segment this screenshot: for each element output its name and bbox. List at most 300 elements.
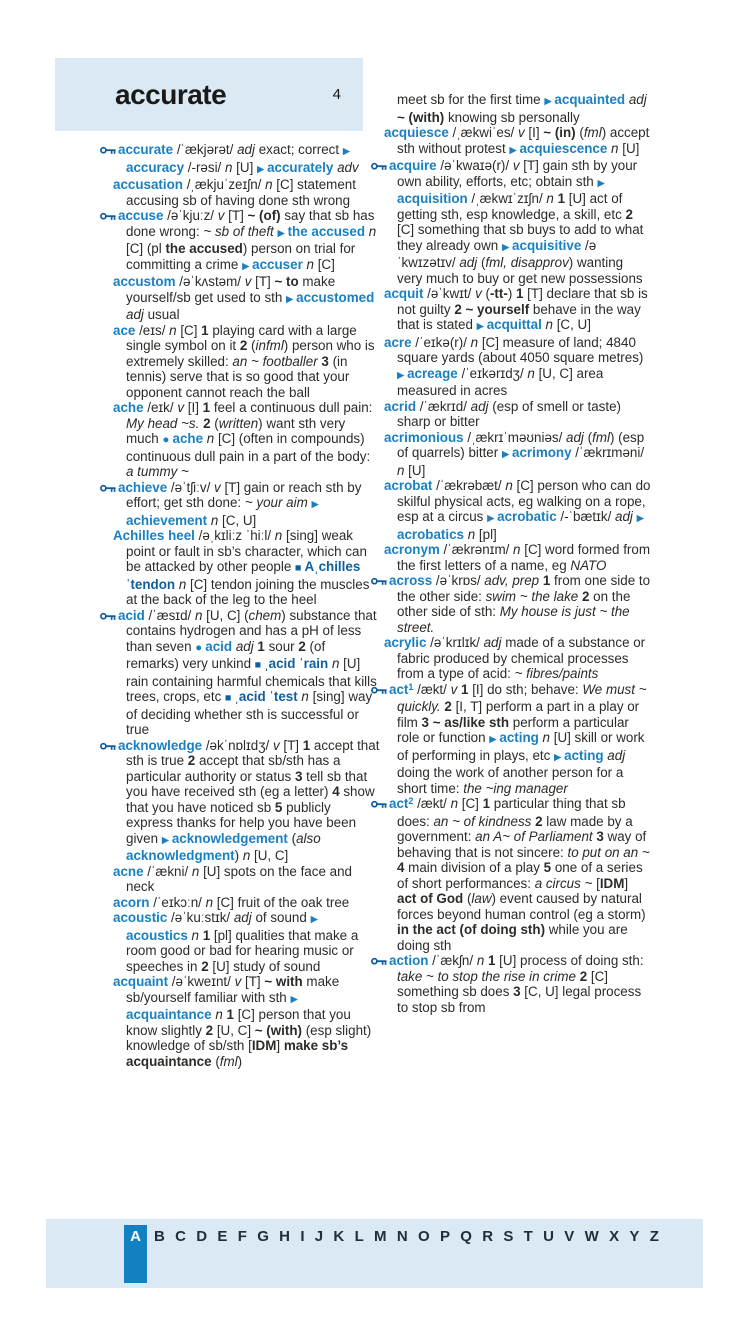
entry-ache <box>113 400 380 480</box>
text: one of a series of short performances: <box>397 860 643 891</box>
text: ( <box>463 891 472 906</box>
text: [C] fruit of the oak tree <box>213 894 350 910</box>
headword: acronym <box>384 542 440 557</box>
italic-text: n <box>194 607 203 623</box>
bold-text: act of God <box>397 891 464 906</box>
index-letter-N[interactable]: N <box>396 1228 408 1245</box>
index-letter-F[interactable]: F <box>237 1228 247 1245</box>
text: [C] measure of land; 4840 square yards (about 4050 square metres) <box>397 334 644 365</box>
index-letter-K[interactable]: K <box>333 1228 345 1245</box>
italic-text: adj <box>483 635 502 650</box>
entry-action <box>384 953 651 1015</box>
italic-text: n <box>513 542 521 557</box>
headword: acrimony <box>512 445 572 460</box>
bold-text: 1 <box>302 737 311 753</box>
key-symbol-icon <box>384 796 387 812</box>
headword: the accused <box>287 223 365 239</box>
entry-acrimonious <box>384 430 651 479</box>
bold-text: 3 <box>321 353 329 369</box>
bold-text: 4 <box>332 784 340 799</box>
headword: act <box>389 796 409 811</box>
text: [pl] <box>475 526 497 542</box>
text: [U] <box>404 462 426 478</box>
italic-text: n <box>210 512 219 528</box>
text: main division of a play <box>404 860 544 875</box>
entry-acquaint-continuation <box>384 92 651 125</box>
entry-accustom <box>113 274 380 323</box>
entry-acknowledge <box>113 738 380 864</box>
italic-text: n <box>470 334 479 350</box>
derivative-arrow-icon: ▶ <box>286 293 297 305</box>
text: /əˌkɪliːz ˈhiːl/ <box>194 528 275 543</box>
text: [C] (pl <box>126 241 166 256</box>
text: playing card with a large single symbol on it <box>126 322 357 353</box>
compound-square-icon: ■ <box>224 692 235 704</box>
text: [C] <box>458 796 483 811</box>
text: [U] process of doing sth: <box>495 953 644 968</box>
text: ) accept sth without protest <box>397 125 650 156</box>
text: tell sb that you have received sth (eg a letter) <box>126 768 368 799</box>
text: /ˈækni/ <box>143 863 192 879</box>
italic-text: My house is just ~ the street. <box>397 604 630 635</box>
italic-text: We must ~ quickly. <box>397 681 647 714</box>
italic-text: an A~ of Parliament <box>475 829 593 844</box>
italic-text: n <box>265 177 273 192</box>
text: /ækt/ <box>413 681 451 697</box>
italic-text: v <box>214 479 221 495</box>
headword: acreage <box>407 365 458 381</box>
italic-text: v <box>177 400 185 415</box>
text: [C] statement accusing sb of having done sth wrong <box>126 177 356 208</box>
column-right <box>384 92 651 1015</box>
italic-text: a circus ~ <box>534 875 593 891</box>
headword: acrid <box>384 398 417 414</box>
italic-text: adj <box>470 398 489 414</box>
bold-text: IDM <box>251 1038 277 1053</box>
italic-text: fml <box>219 1053 238 1069</box>
italic-text: v <box>234 974 242 989</box>
text: /-rəsi/ <box>184 159 225 175</box>
entry-acronym <box>384 542 651 573</box>
headword: accurate <box>118 142 174 157</box>
text: /ˈækʃn/ <box>428 953 477 968</box>
index-letter-I[interactable]: I <box>300 1228 305 1245</box>
page-number: 4 <box>332 86 341 103</box>
italic-text: v <box>217 208 225 223</box>
text: [C, U] <box>218 512 257 528</box>
bold-text: 1 <box>542 573 551 588</box>
text: [T] <box>241 974 265 989</box>
key-symbol-icon <box>113 208 116 224</box>
index-letter-X[interactable]: X <box>609 1228 620 1245</box>
key-symbol-icon <box>113 142 116 158</box>
headword: across <box>389 573 433 588</box>
text: feel a continuous dull pain: <box>210 400 373 415</box>
text: ) want sth very much <box>126 415 346 446</box>
text: way of behaving that is not sincere: <box>397 829 647 860</box>
bold-text: 3 <box>294 768 303 784</box>
entry-act-2 <box>384 796 651 953</box>
index-letter-B[interactable]: B <box>154 1228 165 1245</box>
text: /əkˈnɒlɪdʒ/ <box>202 737 273 753</box>
text: [U] act of getting sth, esp knowledge, a skill, etc <box>397 191 626 222</box>
entry-acquaint <box>113 974 380 1069</box>
text: /əˈkwɪzətɪv/ <box>397 237 597 270</box>
italic-text: fml, disapprov <box>485 255 569 270</box>
text: /ˌækwɪˈzɪʃn/ <box>467 191 547 206</box>
bold-text: 4 <box>397 860 405 875</box>
italic-text: an ~ of kindness <box>433 813 532 829</box>
text: ( <box>583 429 593 445</box>
text: accept that sth is true <box>126 737 380 768</box>
bold-text: 1 <box>202 400 211 415</box>
text: knowing sb personally <box>444 109 580 125</box>
headword: acquiescence <box>519 140 608 156</box>
entry-acid <box>113 608 380 738</box>
bold-text: 2 <box>203 415 211 431</box>
derivative-arrow-icon: ▶ <box>311 499 319 510</box>
headword: acquittal <box>486 317 542 332</box>
italic-text: ~ your aim <box>244 495 308 510</box>
bold-text: 2 <box>187 753 196 768</box>
index-letter-P[interactable]: P <box>439 1228 450 1245</box>
headword: accurately <box>267 159 334 175</box>
italic-text: chem <box>248 607 282 623</box>
bold-text: 2 <box>201 958 209 974</box>
index-letter-U[interactable]: U <box>543 1228 554 1245</box>
text: (esp slight) knowledge of sb/sth [ <box>126 1022 372 1053</box>
headword: acquaintance <box>126 1007 212 1022</box>
entry-achieve <box>113 480 380 529</box>
italic-text: n <box>274 528 283 543</box>
headword: acrobat <box>384 478 433 493</box>
bold-text: the accused <box>165 241 243 256</box>
bold-text: ~ (in) <box>543 125 576 140</box>
text: [T] <box>224 208 248 223</box>
headword: acid <box>205 638 233 654</box>
text: exact; correct <box>254 142 343 157</box>
headword: acrobatic <box>497 509 557 524</box>
bold-text: 2 <box>579 968 588 984</box>
italic-text: n <box>527 365 535 381</box>
bold-text: ~ (of) <box>247 208 281 223</box>
text: usual <box>143 307 180 322</box>
italic-text: v <box>517 125 525 140</box>
text: /ˌækjuˈzeɪʃn/ <box>182 177 266 192</box>
italic-text: adj <box>235 638 254 654</box>
italic-text: n <box>169 322 177 338</box>
bold-text: 1 <box>516 286 524 301</box>
bold-text: 5 <box>543 860 552 875</box>
text: behave in the way that is stated <box>397 301 641 332</box>
entry-acquiesce <box>384 125 651 158</box>
text: perform a particular role or function <box>397 714 629 745</box>
entry-across <box>384 573 651 635</box>
text: [T] <box>251 274 275 289</box>
text: /ˈeɪkɔːn/ <box>149 894 206 910</box>
text: /ˈækrɪd/ <box>416 398 471 414</box>
text: ) person who is extremely skilled: <box>126 338 375 369</box>
text: law made by a government: <box>397 813 633 844</box>
italic-text: to put on an ~ <box>567 844 650 860</box>
italic-text: n <box>191 927 199 943</box>
headword: acknowledge <box>118 737 203 753</box>
headword: ache <box>172 431 204 446</box>
headword: acquire <box>389 158 437 173</box>
headword: acoustic <box>113 910 168 925</box>
headword: acre <box>384 334 412 350</box>
bold-text: 5 <box>274 799 283 815</box>
text: ) substance that contains hydrogen and has a pH of less than seven <box>126 607 377 654</box>
italic-text: swim ~ the lake <box>485 588 579 604</box>
text: ) (esp of quarrels) bitter <box>397 429 645 460</box>
bold-text: ~ (with) <box>397 109 445 125</box>
text: (in tennis) serve that is so good that your opponent cannot reach the ball <box>126 353 350 400</box>
index-letter-T[interactable]: T <box>523 1228 533 1245</box>
italic-text: adj <box>607 747 626 763</box>
italic-text: n <box>331 656 340 671</box>
text: made of a substance or fabric produced by chemical processes from a type of acid: <box>397 635 646 681</box>
italic-text: n <box>301 689 309 704</box>
text: ( <box>287 830 297 846</box>
derivative-arrow-icon: ▶ <box>290 993 298 1005</box>
italic-text: n <box>542 730 550 745</box>
text: [U] skill or work of performing in plays, etc <box>397 730 645 763</box>
text: [pl] qualities that make a room good or bad for hearing music or speeches in <box>126 927 359 974</box>
entry-accusation <box>113 177 380 208</box>
compound-headword: ˌacid ˈtest <box>234 689 298 704</box>
text: /ˈæsɪd/ <box>144 607 195 623</box>
text: /ˈeɪkə(r)/ <box>411 334 471 350</box>
index-letter-L[interactable]: L <box>354 1228 364 1245</box>
text: [U, C] <box>213 1022 255 1038</box>
headword: acid <box>118 607 145 623</box>
text: make sb/yourself familiar with sth <box>126 974 340 1005</box>
italic-text: n <box>306 256 314 272</box>
italic-text: My head ~s. <box>126 415 200 431</box>
text: /əˈkwaɪə(r)/ <box>436 158 513 173</box>
italic-text: v <box>272 737 280 753</box>
headword: accustom <box>113 274 176 289</box>
entry-acre <box>384 335 651 399</box>
entry-act-1 <box>384 682 651 797</box>
guide-word: accurate <box>115 78 227 110</box>
index-letter-J[interactable]: J <box>314 1228 324 1245</box>
text: [I] <box>184 400 203 415</box>
homonym-number: 1 <box>408 681 414 692</box>
index-letter-R[interactable]: R <box>482 1228 494 1245</box>
italic-text: v <box>450 681 458 697</box>
column-left <box>113 142 380 1069</box>
italic-text: ~ fibres/paints <box>514 666 599 681</box>
entry-acne <box>113 864 380 895</box>
text: [C] something sb does <box>397 968 609 999</box>
text: /ˌækwiˈes/ <box>448 125 518 140</box>
derivative-arrow-icon: ▶ <box>501 449 513 460</box>
text: ) event caused by natural forces beyond human control (eg a storm) <box>397 891 646 922</box>
text: /ˌækrɪˈməʊniəs/ <box>463 429 567 445</box>
index-letter-D[interactable]: D <box>196 1228 208 1245</box>
headword: achievement <box>126 512 208 528</box>
entry-acrid <box>384 399 651 430</box>
headword: acrylic <box>384 635 427 650</box>
text: accept that sb/sth has a particular authority or status <box>126 753 341 784</box>
headword: acting <box>499 730 539 745</box>
entry-achilles-heel <box>113 528 380 608</box>
index-letter-E[interactable]: E <box>217 1228 228 1245</box>
derivative-arrow-icon: ▶ <box>257 163 268 175</box>
text: ) <box>507 286 516 301</box>
compound-headword: ˌacid ˈrain <box>264 656 329 671</box>
derivative-arrow-icon: ▶ <box>397 369 408 381</box>
derivative-arrow-icon: ▶ <box>636 513 645 524</box>
text: ) person on trial for committing a crime <box>126 241 356 272</box>
text: ) wanting very much to buy or get new possessions <box>397 255 643 286</box>
entry-acquire <box>384 158 651 286</box>
index-letter-O[interactable]: O <box>417 1228 430 1245</box>
text: /əˈkjuːz/ <box>163 208 218 223</box>
index-letter-Y[interactable]: Y <box>629 1228 640 1245</box>
italic-text: n <box>242 848 251 863</box>
headword: acoustics <box>126 927 188 943</box>
entry-accurate <box>113 142 380 177</box>
text: /ˈækjərət/ <box>173 142 238 157</box>
text: [C] <box>176 322 202 338</box>
italic-text: n <box>225 159 233 175</box>
italic-text: n <box>397 462 405 478</box>
text: [T] declare that sb is not guilty <box>397 286 648 317</box>
italic-text: n <box>206 431 215 446</box>
entry-ace <box>113 323 380 401</box>
text: (of remarks) very unkind <box>126 638 326 671</box>
text: [T] gain or reach sth by effort; get sth done: <box>126 479 362 510</box>
text: /ækt/ <box>413 796 451 811</box>
italic-text: fml <box>583 125 602 140</box>
text: from one side to the other side: <box>397 573 651 604</box>
text: ) <box>237 1053 243 1069</box>
italic-text: v <box>244 274 252 289</box>
headword: ache <box>113 400 144 415</box>
text: ( <box>481 286 490 301</box>
bold-text: 3 <box>513 984 521 999</box>
italic-text: n <box>191 863 200 879</box>
index-letter-A-current[interactable]: A <box>124 1225 147 1283</box>
index-letter-M[interactable]: M <box>374 1228 387 1245</box>
compound-square-icon: ■ <box>254 659 265 671</box>
entry-acrobat <box>384 478 651 542</box>
italic-text: written <box>218 415 259 431</box>
italic-text: n <box>467 526 476 542</box>
key-symbol-icon <box>113 480 116 496</box>
italic-text: n <box>205 894 214 910</box>
text: ( <box>210 415 219 431</box>
italic-text: n <box>215 1007 223 1022</box>
index-letter-W[interactable]: W <box>584 1228 599 1245</box>
text: [sing] way of deciding whether sth is successful or true <box>126 689 373 737</box>
text: say that sb has done wrong: <box>126 208 375 239</box>
italic-text: a tummy ~ <box>126 464 189 479</box>
index-letter-H[interactable]: H <box>279 1228 291 1245</box>
compound-headword: Aˌchilles ˈtendon <box>126 559 361 592</box>
headword: acquisitive <box>512 237 582 253</box>
key-symbol-icon <box>113 608 116 624</box>
bold-text: 1 <box>226 1007 234 1022</box>
italic-text: n <box>545 317 553 332</box>
headword: ace <box>113 322 136 338</box>
italic-text: adj <box>566 429 584 445</box>
bold-text: 1 <box>202 927 211 943</box>
italic-text: fml <box>592 429 610 445</box>
index-letter-Q[interactable]: Q <box>460 1228 472 1245</box>
headword: accusation <box>113 177 183 192</box>
text: /əˈkʌstəm/ <box>175 274 245 289</box>
text: ] <box>624 875 629 891</box>
italic-text: take ~ to stop the rise in crime <box>397 968 576 984</box>
text: /əˈkrɪlɪk/ <box>426 635 484 650</box>
headword: acquit <box>384 286 424 301</box>
bold-text: 3 <box>421 714 429 730</box>
text: particular thing that sb does: <box>397 796 626 829</box>
sense-bullet-icon: ● <box>195 641 206 654</box>
index-letter-C[interactable]: C <box>175 1228 186 1245</box>
text: [T] gain sth by your own ability, efforts, etc; obtain sth <box>397 158 638 189</box>
text: /eɪs/ <box>135 322 170 338</box>
index-letter-S[interactable]: S <box>503 1228 514 1245</box>
text: /ˈækrəbæt/ <box>432 478 506 493</box>
text: [U, C] <box>250 848 289 863</box>
italic-text: n <box>546 191 554 206</box>
text: [C] (often in compounds) continuous dull pain in a part of the body: <box>126 431 371 464</box>
derivative-arrow-icon: ▶ <box>161 834 172 846</box>
derivative-arrow-icon: ▶ <box>509 144 520 156</box>
text: meet sb for the first time <box>397 92 545 107</box>
text: on the other side of sth: <box>397 588 631 619</box>
bold-text: ~ as/like sth <box>432 714 510 730</box>
index-letter-Z[interactable]: Z <box>649 1228 659 1245</box>
derivative-arrow-icon: ▶ <box>310 914 318 925</box>
index-letter-G[interactable]: G <box>257 1228 269 1245</box>
text: [C, U] <box>552 317 591 332</box>
running-head <box>55 58 363 131</box>
headword: Achilles heel <box>113 528 195 543</box>
bold-text: 1 <box>557 191 566 206</box>
text: [U] <box>618 140 640 156</box>
text: /əˈkweɪnt/ <box>168 974 235 989</box>
key-symbol-icon <box>384 573 387 589</box>
derivative-arrow-icon: ▶ <box>554 751 565 763</box>
text: [I, T] perform a part in a play or film <box>397 699 640 730</box>
bold-text: 2 <box>298 638 306 654</box>
alphabet-index-bar <box>46 1219 703 1288</box>
italic-text: adv, prep <box>484 573 540 588</box>
homonym-number: 2 <box>408 796 414 806</box>
headword: acquainted <box>554 92 626 107</box>
entry-acquit <box>384 286 651 335</box>
bold-text: ~ with <box>264 974 303 989</box>
text: /ˈækrənɪm/ <box>439 542 514 557</box>
bold-text: 2 <box>454 301 462 317</box>
text: /əˈtʃiːv/ <box>167 479 215 495</box>
italic-text: infml <box>255 338 284 353</box>
italic-text: adj <box>628 92 647 107</box>
index-letter-V[interactable]: V <box>564 1228 575 1245</box>
text: /əˈkrɒs/ <box>432 573 485 588</box>
text: [C] word formed from the first letters of a name, eg <box>397 542 650 573</box>
bold-text: 2 <box>205 1022 214 1038</box>
key-symbol-icon <box>384 682 387 698</box>
headword: action <box>389 953 429 968</box>
text: ( <box>575 125 584 140</box>
